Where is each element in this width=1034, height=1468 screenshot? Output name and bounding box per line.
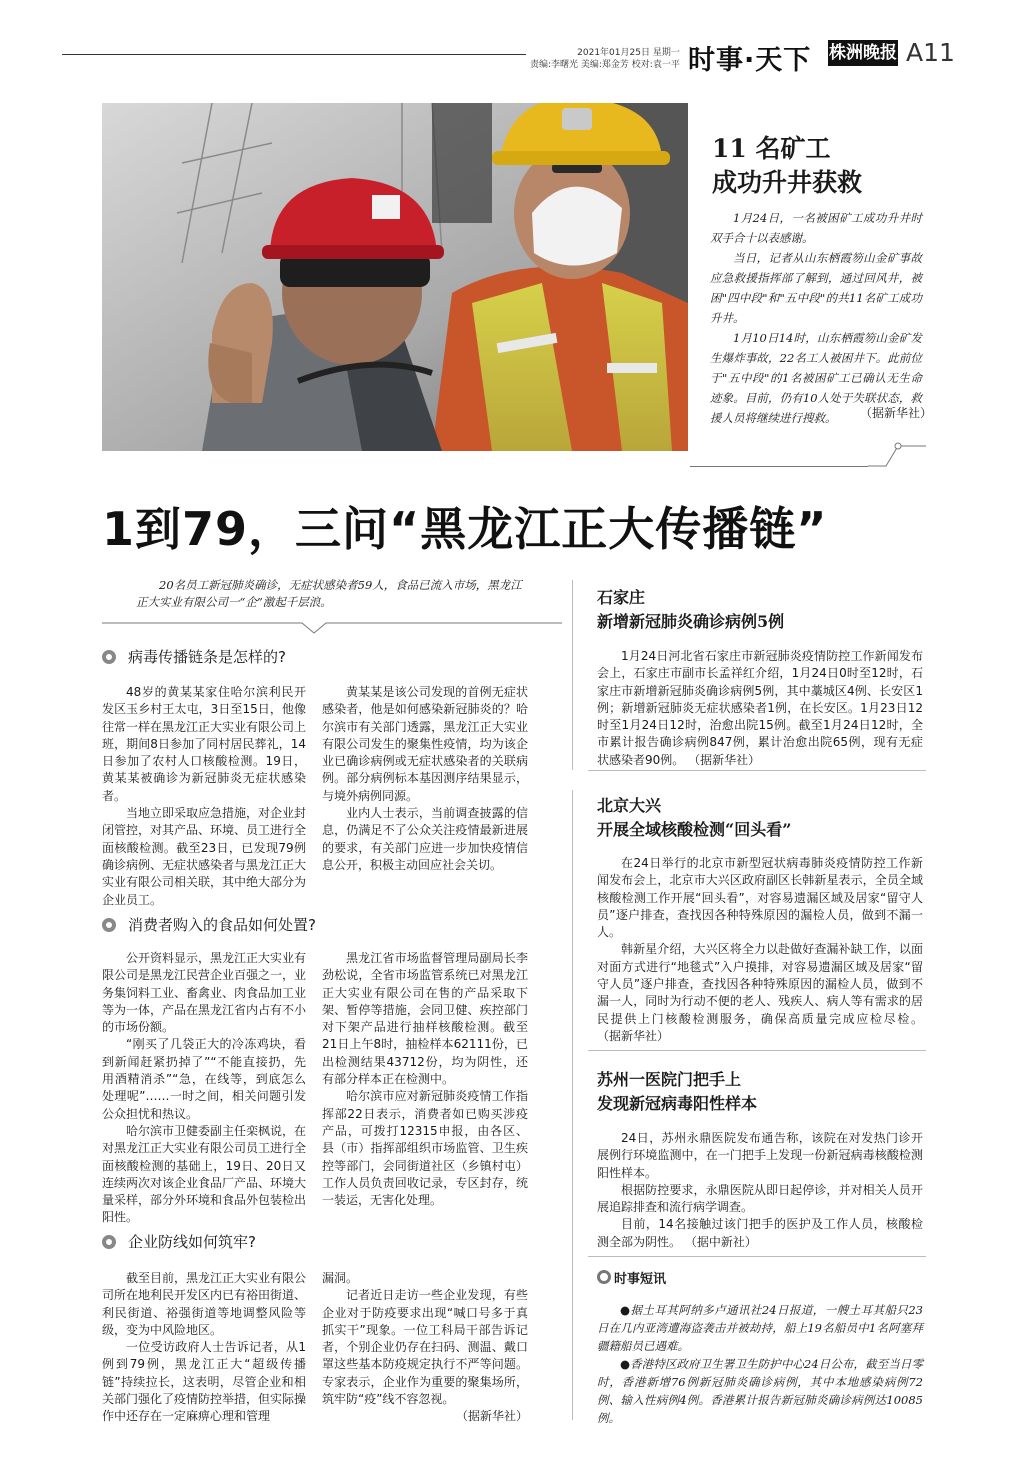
paragraph: 黄某某是该公司发现的首例无症状感染者，他是如何感染新冠肺炎的？哈尔滨市有关部门透露，黑龙江正大实业有限公司发生的聚集性疫情，均为该企业已确诊病例或无症状感染者的关联病例。部分病例标本基因测序结果显示，与境外病例同源。: [322, 685, 528, 803]
bullet-circle-icon: [102, 1235, 116, 1249]
corner-rule: [690, 466, 868, 467]
title-line: 新增新冠肺炎确诊病例5例: [597, 612, 785, 631]
q2-right-column: [322, 950, 528, 1209]
story-divider: [588, 1256, 926, 1257]
header-date: 2021年01月25日 星期一: [577, 48, 680, 58]
source-credit: （据新华社）: [688, 752, 761, 767]
miner-title-line1: 11 名矿工: [712, 134, 831, 163]
header-editors: 责编:李曙光 美编:郑金芳 校对:袁一平: [530, 60, 680, 70]
beijing-body: [597, 855, 923, 1045]
title-line: 苏州一医院门把手上: [597, 1070, 742, 1089]
paragraph-text: 韩新星介绍，大兴区将全力以赴做好查漏补缺工作，以面对面方式进行“地毯式”入户摸排，对容易遗漏区域及居家“留守人员”逐户排查，查找因各种特殊原因的漏检人员，做到不漏一人，同时为行动不便的老人、残疾人、病人等有需求的居民提供上门核酸检测服务，确保高质量完成应检尽检。: [597, 942, 923, 1026]
title-line: 发现新冠病毒阳性样本: [597, 1094, 758, 1113]
miner-source: （据新华社）: [860, 406, 933, 420]
column-rule: [572, 790, 573, 1420]
paragraph: 在24日举行的北京市新型冠状病毒肺炎疫情防控工作新闻发布会上，北京市大兴区政府副区长韩新星表示，全员全域核酸检测工作开展“回头看”，对容易遗漏区域及居家“留守人员”逐户排查，查找因各种特殊原因的漏检人员，做到不漏一人。: [597, 856, 923, 940]
title-line: 石家庄: [597, 588, 646, 607]
question-3: [102, 1231, 256, 1252]
paragraph: 1月24日，一名被困矿工成功升井时双手合十以表感谢。: [710, 211, 922, 245]
header-meta: [530, 47, 680, 71]
suzhou-title: [597, 1068, 757, 1116]
shijiazhuang-body: [597, 648, 923, 769]
q3-right-column: [322, 1270, 528, 1426]
brief-item: ●据土耳其阿纳多卢通讯社24日报道，一艘土耳其船只23日在几内亚湾遭海盗袭击并被劫持，船上19名船员中1名阿塞拜疆籍船员已遇难。: [597, 1303, 923, 1353]
source-credit: （据新华社）: [455, 1409, 528, 1424]
corner-decoration: [868, 440, 928, 470]
question-1: [102, 646, 286, 667]
column-rule: [572, 580, 573, 770]
paragraph: [597, 648, 923, 769]
paragraph: 一位受访政府人士告诉记者，从1例到79例，黑龙江正大“超级传播链”持续拉长，这表明，尽管企业和相关部门强化了疫情防控举措，但实际操作中还存在一定麻痹心理和管理: [102, 1340, 307, 1424]
title-line: 开展全域核酸检测“回头看”: [597, 820, 792, 839]
paragraph: 根据防控要求，永鼎医院从即日起停诊，并对相关人员开展追踪排查和流行病学调查。: [597, 1182, 923, 1215]
paragraph: [597, 941, 923, 1045]
lead-paragraph: 20名员工新冠肺炎确诊，无症状感染者59人，食品已流入市场，黑龙江正大实业有限公司一“企”激起千层浪。: [136, 578, 522, 609]
shijiazhuang-title: [597, 586, 784, 634]
newspaper-logo: 株洲晚报: [828, 40, 898, 66]
main-headline: 1到79，三问“黑龙江正大传播链”: [102, 502, 828, 556]
miner-story-body: [710, 208, 922, 428]
paragraph: 当地立即采取应急措施，对企业封闭管控，对其产品、环境、员工进行全面核酸检测。截至23日，已发现79例确诊病例、无症状感染者与黑龙江正大实业有限公司相关联，其中绝大部分为企业员工。: [102, 806, 307, 907]
brief-item: ●香港特区政府卫生署卫生防护中心24日公布，截至当日零时，香港新增76例新冠肺炎确诊病例，其中本地感染病例72例、输入性病例4例。香港累计报告新冠肺炎确诊病例达10085例。: [597, 1357, 923, 1425]
question-3-title: 企业防线如何筑牢?: [128, 1233, 256, 1251]
paragraph: 24日，苏州永鼎医院发布通告称，该院在对发热门诊开展例行环境监测中，在一门把手上发现一份新冠病毒核酸检测阳性样本。: [597, 1131, 923, 1180]
paragraph: 哈尔滨市卫健委副主任栾枫说，在对黑龙江正大实业有限公司员工进行全面核酸检测的基础上，19日、20日又连续两次对该企业食品厂产品、环境大量采样，部分外环境和食品外包装检出阳性。: [102, 1123, 307, 1225]
paragraph-continued: 漏洞。: [322, 1271, 359, 1285]
briefs-label-text: 时事短讯: [614, 1271, 667, 1287]
q3-left-column: [102, 1270, 306, 1426]
source-credit: （据新华社）: [597, 1028, 670, 1043]
paragraph-text: 目前，14名接触过该门把手的医护及工作人员，核酸检测全部为阴性。: [597, 1217, 923, 1249]
page-number: A11: [906, 38, 955, 67]
paragraph: [597, 1216, 923, 1251]
miner-story-title: [712, 132, 862, 200]
paragraph-text: 1月24日河北省石家庄市新冠肺炎疫情防控工作新闻发布会上，石家庄市副市长孟祥红介绍，1月24日0时至12时，石家庄市新增新冠肺炎确诊病例5例，其中藁城区4例、长安区1例；新增新冠肺炎无症状感染者1例，在长安区。1月23日12时至1月24日12时，治愈出院15例。截至1月24日12时，全市累计报告确诊病例847例，累计治愈出院65例，现有无症状感染者90例。: [597, 649, 923, 767]
suzhou-body: [597, 1130, 923, 1251]
bullet-circle-icon: [102, 650, 116, 664]
paragraph: “刚买了几袋正大的冷冻鸡块，看到新闻赶紧扔掉了”“不能直接扔，先用酒精消杀”“急，在线等，到底怎么处理呢”……一时之间，相关问题引发公众担忧和热议。: [102, 1037, 306, 1121]
paragraph: 48岁的黄某某家住哈尔滨利民开发区玉乡村王太屯，3日至15日，他像往常一样在黑龙江正大实业有限公司上班，期间8日参加了同村居民葬礼，14日参加了农村人口核酸检测。19日，黄某某被确诊为新冠肺炎无症状感染者。: [102, 685, 307, 803]
paragraph: 黑龙江省市场监督管理局副局长李劲松说，全省市场监管系统已对黑龙江正大实业有限公司在售的产品采取下架、暂停等措施，会同卫健、疾控部门对下架产品进行抽样核酸检测。截至21日上午8时，抽检样本62111份，已出检测结果43712份，均为阴性，还有部分样本正在检测中。: [322, 951, 528, 1087]
paragraph: 截至目前，黑龙江正大实业有限公司所在地利民开发区内已有裕田街道、利民街道、裕强街道等地调整风险等级，变为中风险地区。: [102, 1271, 307, 1337]
story-divider: [588, 1050, 926, 1051]
lead-divider: [102, 621, 562, 635]
section-title: 时事·天下: [688, 45, 812, 76]
q1-left-column: [102, 684, 306, 909]
paragraph: 哈尔滨市应对新冠肺炎疫情工作指挥部22日表示，消费者如已购买涉疫产品，可拨打12315申报，由各区、县（市）指挥部组织市场监管、卫生疾控等部门，会同街道社区（乡镇村屯）工作人员负责回收记录，专区封存，统一装运，无害化处理。: [322, 1089, 528, 1208]
question-1-title: 病毒传播链条是怎样的?: [128, 648, 286, 666]
question-2: [102, 914, 316, 935]
bullet-circle-icon: [102, 918, 116, 932]
paragraph: 当日，记者从山东栖霞笏山金矿事故应急救援指挥部了解到，通过回风井，被困"四中段"和"五中段"的共11名矿工成功升井。: [710, 251, 922, 325]
news-briefs: [597, 1301, 923, 1427]
story-divider: [588, 770, 926, 771]
miner-title-line2: 成功升井获救: [712, 168, 863, 197]
paragraph: 1月10日14时，山东栖霞笏山金矿发生爆炸事故，22名工人被困井下。此前位于"五中段"的1名被困矿工已确认无生命迹象。目前，仍有10人处于失联状态，救援人员将继续进行搜救。: [710, 331, 922, 425]
ring-icon: [597, 1270, 611, 1284]
q3-source: [322, 1408, 528, 1425]
rescue-photo-illustration: [102, 103, 688, 451]
q1-right-column: [322, 684, 528, 874]
title-line: 北京大兴: [597, 796, 662, 815]
paragraph: 业内人士表示，当前调查披露的信息，仍满足不了公众关注疫情最新进展的要求，有关部门应进一步加快疫情信息公开，积极主动回应社会关切。: [322, 806, 528, 872]
news-briefs-label: [597, 1268, 685, 1286]
paragraph: 记者近日走访一些企业发现，有些企业对于防疫要求出现“喊口号多于真抓实干”现象。一位工科局干部告诉记者，个别企业仍存在扫码、测温、戴口罩这些基本防疫规定执行不严等问题。专家表示，企业作为重要的聚集场所，筑牢防“疫”线不容忽视。: [322, 1288, 528, 1407]
source-credit: （据中新社）: [684, 1234, 757, 1249]
paragraph: 公开资料显示，黑龙江正大实业有限公司是黑龙江民营企业百强之一，业务集饲料工业、畜禽业、肉食品加工业等为一体，产品在黑龙江省内占有不小的市场份额。: [102, 951, 307, 1035]
beijing-title: [597, 794, 791, 842]
rescue-photo: [102, 103, 688, 451]
q2-left-column: [102, 950, 306, 1227]
question-2-title: 消费者购入的食品如何处置?: [128, 916, 316, 934]
header-rule: [62, 54, 526, 55]
